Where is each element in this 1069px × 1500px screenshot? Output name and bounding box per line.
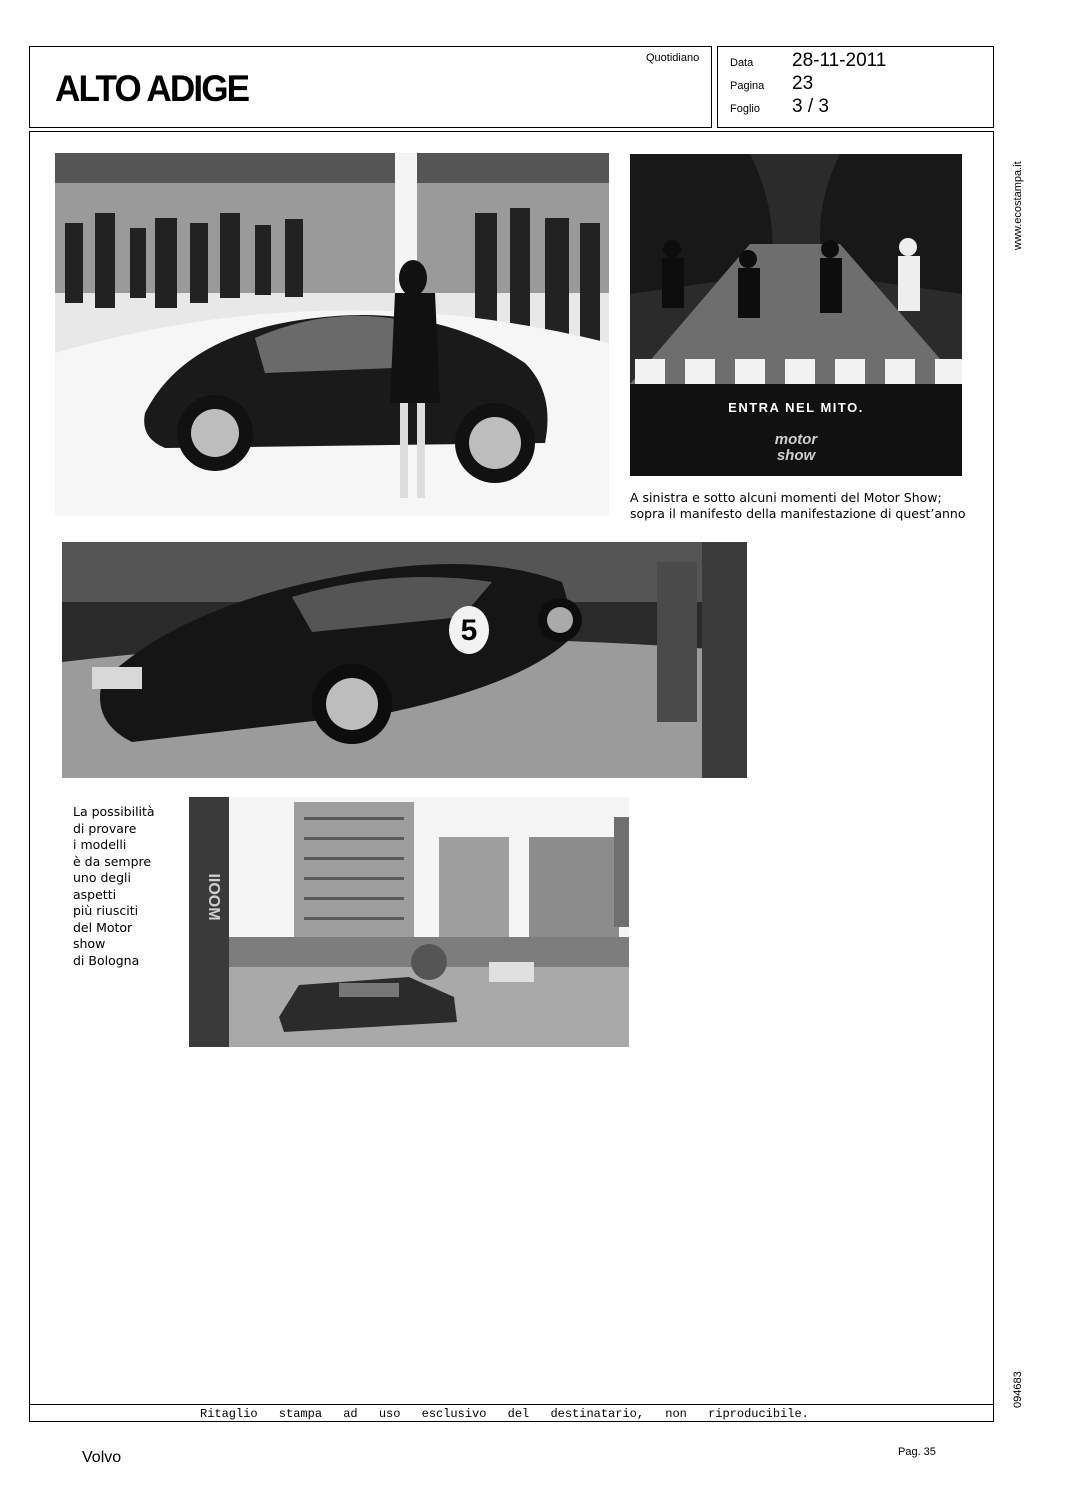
caption-line: uno degli (73, 870, 131, 885)
page-label: Pagina (730, 80, 765, 92)
caption-line: del Motor (73, 919, 133, 935)
caption-line: più riusciti (73, 903, 139, 918)
caption-line: è da sempre (73, 853, 152, 869)
photo-outdoor-drift (189, 797, 629, 1047)
poster-logo-top: motor (774, 431, 818, 448)
date-value: 28-11-2011 (792, 50, 887, 71)
caption-line: aspetti (73, 886, 117, 902)
newspaper-masthead: ALTO ADIGE (55, 68, 249, 109)
photo-race-car (62, 542, 747, 778)
poster-logo-bottom: show (776, 447, 816, 464)
caption-line: show (73, 936, 106, 951)
caption-line: i modelli (73, 837, 127, 852)
caption-line: sopra il manifesto della manifestazione di quest’anno (630, 506, 966, 521)
poster-headline: ENTRA NEL MITO. (728, 400, 864, 415)
sheet-value: 3 / 3 (792, 96, 829, 117)
banner-text: IIOOM (205, 873, 222, 921)
caption-line: di provare (73, 820, 137, 836)
page-value: 23 (792, 73, 814, 94)
publication-type: Quotidiano (646, 52, 700, 64)
clipping-code: 094683 (1012, 1371, 1024, 1408)
caption-motor-show (630, 490, 965, 522)
photo-motor-show-poster (630, 154, 962, 476)
car-number: 5 (460, 614, 478, 647)
date-label: Data (730, 57, 754, 69)
photo-showroom-car (55, 153, 609, 516)
page-number: Pag. 35 (898, 1446, 936, 1458)
caption-line: di Bologna (73, 952, 140, 968)
footer-divider (29, 1404, 994, 1405)
caption-line: A sinistra e sotto alcuni momenti del Motor Show; (630, 490, 942, 505)
client-name: Volvo (82, 1449, 122, 1466)
sheet-label: Foglio (730, 103, 760, 115)
copyright-disclaimer: Ritaglio stampa ad uso esclusivo del destinatario, non riproducibile. (200, 1407, 809, 1421)
caption-line: La possibilità (73, 804, 155, 819)
caption-test-drive (73, 804, 155, 969)
source-url: www.ecostampa.it (1012, 161, 1024, 250)
